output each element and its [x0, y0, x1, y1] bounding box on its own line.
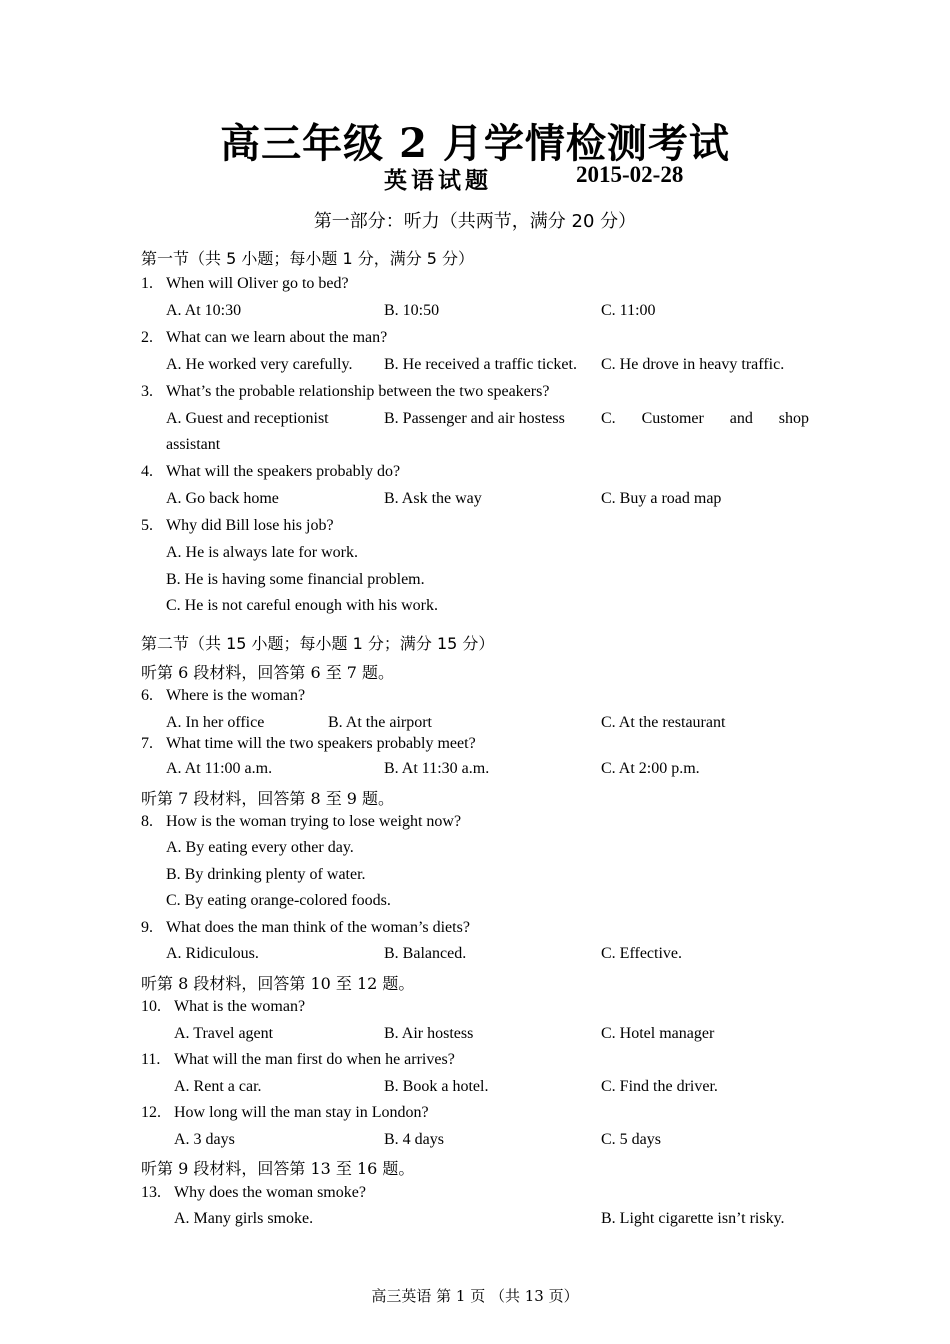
option-b: B. He is having some financial problem. — [166, 571, 425, 588]
question-text: What can we learn about the man? — [166, 329, 388, 346]
part-heading: 第一部分：听力（共两节，满分 20 分） — [313, 211, 637, 232]
question-text: When will Oliver go to bed? — [166, 275, 349, 292]
question-text: What’s the probable relationship between the two speakers? — [166, 383, 550, 400]
option-c: C. He is not careful enough with his work. — [166, 597, 438, 614]
question-10 — [141, 998, 305, 1016]
option-a: A. 3 days — [174, 1131, 235, 1148]
question-text: What will the speakers probably do? — [166, 463, 401, 480]
option-c: C. Effective. — [601, 945, 683, 962]
question-number: 6. — [141, 687, 153, 704]
question-number: 9. — [141, 919, 153, 936]
question-text: How long will the man stay in London? — [174, 1104, 429, 1121]
option-b: B. By drinking plenty of water. — [166, 866, 366, 883]
question-1 — [141, 275, 349, 293]
option-b: B. Ask the way — [384, 490, 482, 507]
option-c-word: Customer — [641, 410, 704, 427]
exam-subtitle: 英语试题 — [384, 168, 492, 194]
question-text: What does the man think of the woman’s diets? — [166, 919, 470, 936]
option-a: A. Go back home — [166, 490, 279, 507]
question-text: Why does the woman smoke? — [174, 1184, 366, 1201]
listening-instruction: 听第 8 段材料，回答第 10 至 12 题。 — [141, 974, 415, 993]
question-number: 4. — [141, 463, 153, 480]
option-a: A. Ridiculous. — [166, 945, 259, 962]
option-b: B. He received a traffic ticket. — [384, 356, 577, 373]
option-c-continuation: assistant — [166, 436, 221, 453]
question-text: How is the woman trying to lose weight now? — [166, 813, 462, 830]
option-a: A. He is always late for work. — [166, 544, 358, 561]
option-a: A. Many girls smoke. — [174, 1210, 314, 1227]
option-a: A. He worked very carefully. — [166, 356, 353, 373]
question-7 — [141, 735, 476, 753]
option-c — [601, 410, 809, 428]
question-8 — [141, 813, 461, 831]
question-number: 2. — [141, 329, 153, 346]
section-heading: 第一节（共 5 小题；每小题 1 分，满分 5 分） — [141, 249, 475, 268]
option-a: A. Rent a car. — [174, 1078, 262, 1095]
question-number: 8. — [141, 813, 153, 830]
question-number: 11. — [141, 1051, 161, 1068]
question-number: 5. — [141, 517, 153, 534]
option-b: B. Book a hotel. — [384, 1078, 489, 1095]
question-6 — [141, 687, 305, 705]
option-c-word: C. — [601, 410, 616, 427]
option-c-word: and — [729, 410, 753, 427]
question-5 — [141, 517, 334, 535]
question-number: 7. — [141, 735, 153, 752]
option-c: C. Find the driver. — [601, 1078, 718, 1095]
question-number: 10. — [141, 998, 161, 1015]
listening-instruction: 听第 7 段材料，回答第 8 至 9 题。 — [141, 789, 395, 808]
option-b: B. At 11:30 a.m. — [384, 760, 490, 777]
question-9 — [141, 919, 470, 937]
question-11 — [141, 1051, 455, 1069]
option-a: A. Travel agent — [174, 1025, 274, 1042]
option-c: C. Hotel manager — [601, 1025, 715, 1042]
question-4 — [141, 463, 400, 481]
option-b: B. Balanced. — [384, 945, 467, 962]
option-c: C. 11:00 — [601, 302, 656, 319]
question-text: Where is the woman? — [166, 687, 306, 704]
question-text: What is the woman? — [174, 998, 306, 1015]
option-b: B. 4 days — [384, 1131, 444, 1148]
listening-instruction: 听第 9 段材料，回答第 13 至 16 题。 — [141, 1159, 415, 1178]
section-heading: 第二节（共 15 小题；每小题 1 分；满分 15 分） — [141, 634, 495, 653]
option-c-word: shop — [778, 410, 809, 427]
question-text: What time will the two speakers probably meet? — [166, 735, 476, 752]
option-c: C. At 2:00 p.m. — [601, 760, 700, 777]
option-b: B. At the airport — [328, 714, 432, 731]
option-a: A. Guest and receptionist — [166, 410, 329, 427]
question-text: Why did Bill lose his job? — [166, 517, 334, 534]
page-footer: 高三英语 第 1 页 （共 13 页） — [371, 1287, 579, 1305]
option-c: C. Buy a road map — [601, 490, 722, 507]
question-13 — [141, 1184, 366, 1202]
option-a: A. By eating every other day. — [166, 839, 354, 856]
option-b: B. Air hostess — [384, 1025, 474, 1042]
exam-date: 2015-02-28 — [576, 162, 684, 187]
exam-title: 高三年级 2 月学情检测考试 — [220, 120, 730, 167]
question-2 — [141, 329, 387, 347]
question-3 — [141, 383, 549, 401]
option-a: A. In her office — [166, 714, 265, 731]
option-a: A. At 11:00 a.m. — [166, 760, 273, 777]
question-number: 3. — [141, 383, 153, 400]
option-a: A. At 10:30 — [166, 302, 242, 319]
question-number: 1. — [141, 275, 153, 292]
option-c: C. 5 days — [601, 1131, 661, 1148]
option-b: B. Passenger and air hostess — [384, 410, 565, 427]
option-c: C. By eating orange-colored foods. — [166, 892, 391, 909]
option-b: B. 10:50 — [384, 302, 440, 319]
question-text: What will the man first do when he arrives? — [174, 1051, 455, 1068]
question-number: 12. — [141, 1104, 161, 1121]
option-b: B. Light cigarette isn’t risky. — [601, 1210, 785, 1227]
question-12 — [141, 1104, 429, 1122]
question-number: 13. — [141, 1184, 161, 1201]
option-c: C. At the restaurant — [601, 714, 726, 731]
listening-instruction: 听第 6 段材料，回答第 6 至 7 题。 — [141, 663, 395, 682]
option-c: C. He drove in heavy traffic. — [601, 356, 785, 373]
